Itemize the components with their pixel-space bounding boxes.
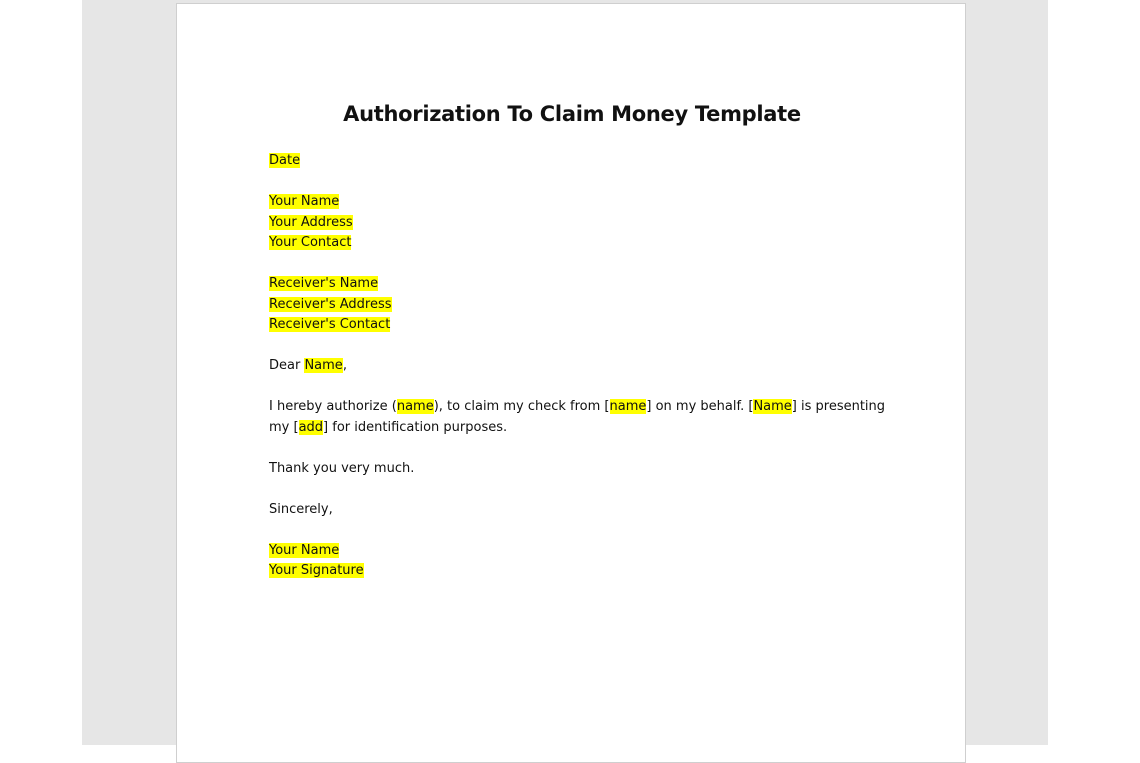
signature-field: Your Signature bbox=[269, 563, 364, 578]
sender-address-field: Your Address bbox=[269, 214, 353, 230]
closing-line: Sincerely, bbox=[269, 501, 333, 517]
sender-contact-field: Your Contact bbox=[269, 235, 352, 250]
receiver-name-field: Receiver's Name bbox=[269, 276, 379, 291]
paragraph-line-2: my [add] for identification purposes. bbox=[269, 419, 508, 435]
date-field: Date bbox=[269, 153, 301, 168]
document-page bbox=[176, 3, 966, 763]
letter-body bbox=[269, 151, 889, 582]
id-document-field: add bbox=[298, 419, 324, 435]
thanks-line: Thank you very much. bbox=[269, 460, 415, 476]
document-title: Authorization To Claim Money Template bbox=[343, 102, 801, 126]
signoff-name-field: Your Name bbox=[269, 542, 340, 558]
sender-name-field: Your Name bbox=[269, 194, 340, 209]
paragraph-line-1: I hereby authorize (name), to claim my check from [name] on my behalf. [Name] is presenting bbox=[269, 399, 886, 414]
presenter-name-field: Name bbox=[753, 399, 792, 414]
claim-from-name-field: name bbox=[609, 399, 647, 414]
receiver-address-field: Receiver's Address bbox=[269, 296, 392, 312]
receiver-contact-field: Receiver's Contact bbox=[269, 317, 391, 332]
salutation: Dear Name, bbox=[269, 358, 347, 373]
authorized-name-field: name bbox=[396, 399, 434, 414]
salutation-name-field: Name bbox=[304, 358, 343, 373]
